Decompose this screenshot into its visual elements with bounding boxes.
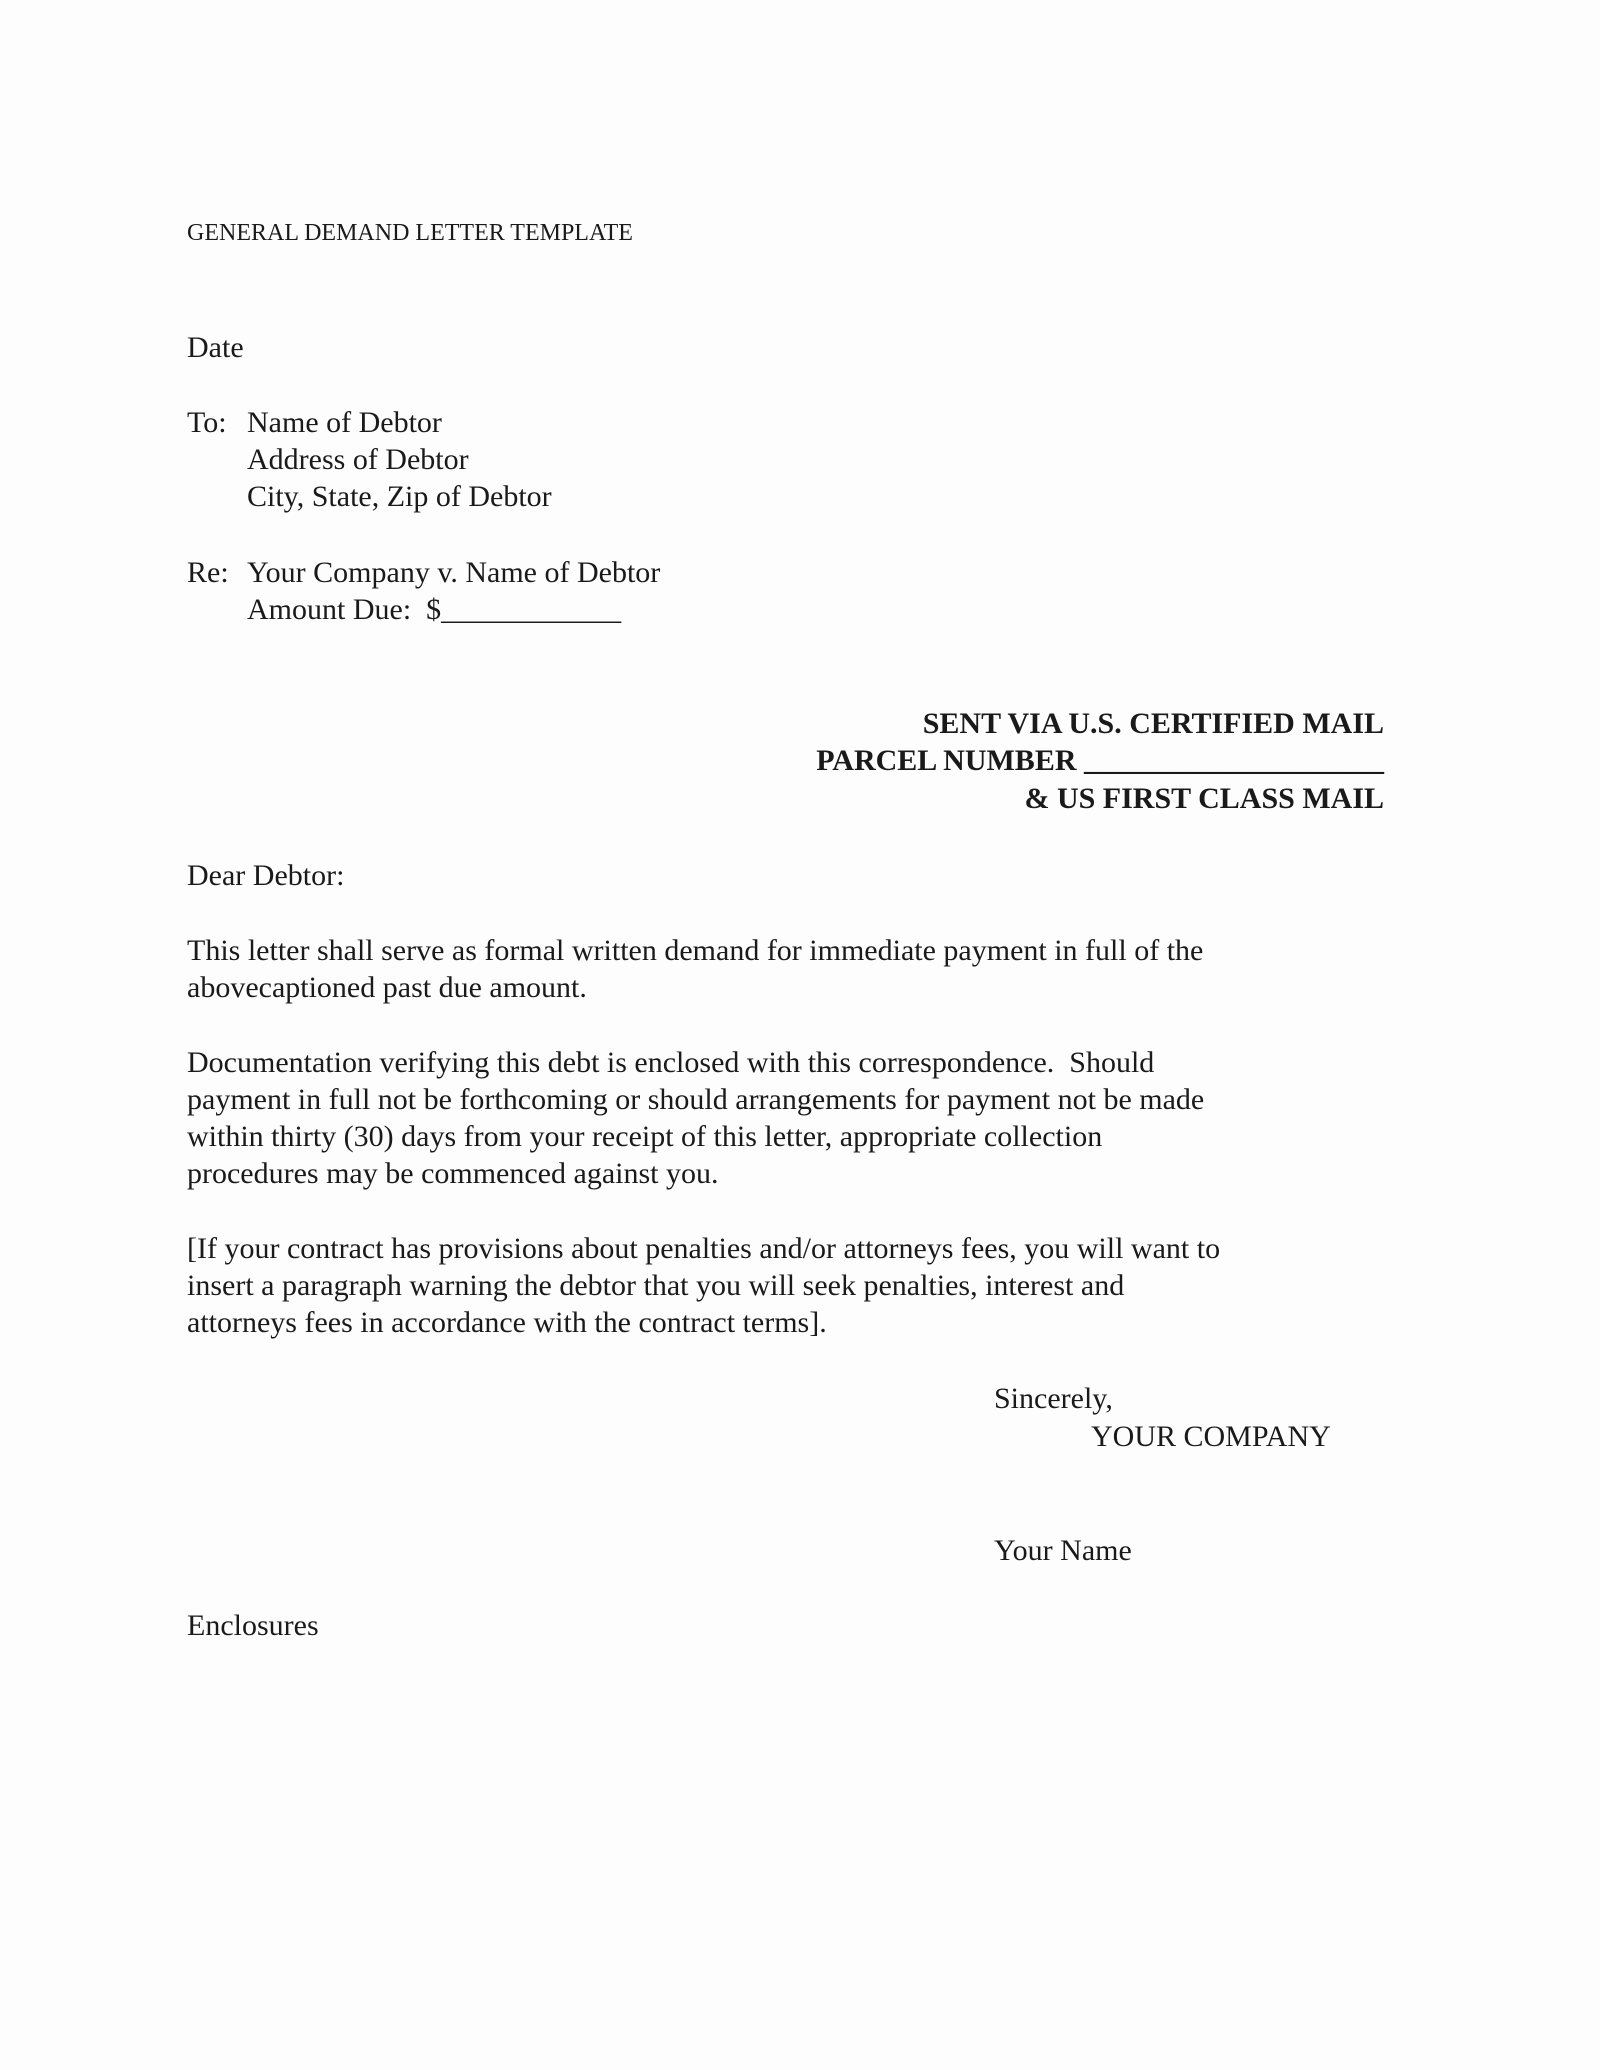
closing-sincerely: Sincerely, <box>994 1382 1113 1415</box>
paragraph-1-line-2: abovecaptioned past due amount. <box>187 971 587 1004</box>
paragraph-3-line-3: attorneys fees in accordance with the contract terms]. <box>187 1306 827 1339</box>
amount-due: Amount Due: $____________ <box>247 593 622 626</box>
paragraph-2-line-2: payment in full not be forthcoming or should arrangements for payment not be made <box>187 1083 1205 1116</box>
debtor-city-state-zip: City, State, Zip of Debtor <box>247 480 552 513</box>
document-title: GENERAL DEMAND LETTER TEMPLATE <box>187 220 633 246</box>
signer-name: Your Name <box>994 1534 1132 1567</box>
closing-company: YOUR COMPANY <box>1091 1420 1331 1453</box>
mailing-line-certified: SENT VIA U.S. CERTIFIED MAIL <box>922 707 1384 740</box>
mailing-line-parcel-number: PARCEL NUMBER ____________________ <box>816 744 1384 777</box>
re-prefix: Re: <box>187 556 229 589</box>
salutation: Dear Debtor: <box>187 859 345 892</box>
paragraph-2-line-3: within thirty (30) days from your receipt of this letter, appropriate collection <box>187 1120 1103 1153</box>
enclosures-note: Enclosures <box>187 1609 319 1642</box>
paragraph-2-line-4: procedures may be commenced against you. <box>187 1157 719 1190</box>
to-prefix: To: <box>187 406 227 439</box>
paragraph-2-line-1: Documentation verifying this debt is enclosed with this correspondence. Should <box>187 1046 1155 1079</box>
debtor-address: Address of Debtor <box>247 443 469 476</box>
re-subject: Your Company v. Name of Debtor <box>247 556 661 589</box>
paragraph-1-line-1: This letter shall serve as formal written demand for immediate payment in full of the <box>187 934 1204 967</box>
debtor-name: Name of Debtor <box>247 406 442 439</box>
date-line: Date <box>187 331 244 364</box>
mailing-line-first-class: & US FIRST CLASS MAIL <box>1024 782 1384 815</box>
paragraph-3-line-2: insert a paragraph warning the debtor that you will seek penalties, interest and <box>187 1269 1125 1302</box>
paragraph-3-line-1: [If your contract has provisions about penalties and/or attorneys fees, you will want to <box>187 1232 1221 1265</box>
